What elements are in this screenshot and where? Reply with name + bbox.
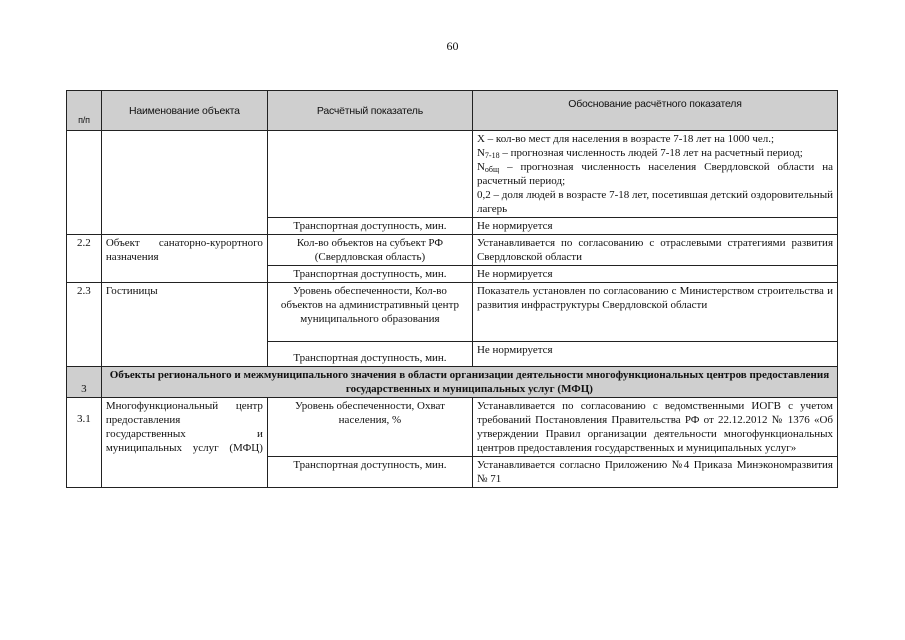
header-basis: Обоснование расчётного показателя xyxy=(472,91,837,131)
basis: Устанавливается по согласованию с ведомственными ИОГВ с учетом требований Постановления Правительства РФ от 22.12.2012 № 1376 «Об утверждении Правил организации деятельности многофункциональных центров предоставления государственных и муниципальных услуг» xyxy=(472,398,837,457)
transport-basis: Не нормируется xyxy=(472,266,837,283)
table-row xyxy=(67,235,838,266)
basis-line-nobsch: $N_{общ}$ – прогнозная численность населения Свердловской области на расчетный период; xyxy=(476,161,833,187)
cont-name-cell xyxy=(101,131,267,235)
row-num: 3.1 xyxy=(67,398,102,488)
table-header-row xyxy=(67,91,838,131)
transport-indicator: Транспортная доступность, мин. xyxy=(267,342,472,367)
object-name: Объект санаторно-курортного назначения xyxy=(101,235,267,283)
section-title: Объекты регионального и межмуниципального значения в области организации деятельности многофункциональных центров предоставления государственных и муниципальных услуг (МФЦ) xyxy=(101,367,837,398)
indicator: Уровень обеспеченности, Кол-во объектов на административный центр муниципального образования xyxy=(267,283,472,342)
transport-basis: Не нормируется xyxy=(472,218,837,235)
header-num: п/п xyxy=(67,91,102,131)
transport-indicator: Транспортная доступность, мин. xyxy=(267,266,472,283)
basis-line: Х – кол-во мест для населения в возрасте 7-18 лет на 1000 чел.; xyxy=(476,133,775,145)
table-row xyxy=(67,131,838,218)
transport-basis: Не нормируется xyxy=(472,342,837,367)
transport-basis: Устанавливается согласно Приложению №4 Приказа Минэкономразвития № 71 xyxy=(472,457,837,488)
header-indicator: Расчётный показатель xyxy=(267,91,472,131)
page-number: 60 xyxy=(446,39,459,53)
transport-indicator: Транспортная доступность, мин. xyxy=(267,457,472,488)
row-num: 2.2 xyxy=(67,235,102,283)
object-name: Гостиницы xyxy=(101,283,267,367)
row-num: 2.3 xyxy=(67,283,102,367)
cont-num-cell xyxy=(67,131,102,235)
basis: Показатель установлен по согласованию с Министерством строительства и развития инфраструктуры Свердловской области xyxy=(472,283,837,342)
header-name: Наименование объекта xyxy=(101,91,267,131)
table-row xyxy=(67,398,838,457)
section-num: 3 xyxy=(67,367,102,398)
basis-line-n718: $N_{7-18}$ – прогнозная численность людей 7-18 лет на расчетный период; xyxy=(476,147,803,160)
cont-basis-cell xyxy=(472,131,837,218)
object-name: Многофункциональный центр предоставления государственных и муниципальных услуг (МФЦ) xyxy=(101,398,267,488)
table-row xyxy=(67,283,838,342)
cont-indicator-cell xyxy=(267,131,472,218)
basis: Устанавливается по согласованию с отраслевыми стратегиями развития Свердловской области xyxy=(472,235,837,266)
standards-table xyxy=(66,90,838,488)
indicator: Уровень обеспеченности, Охват населения, % xyxy=(267,398,472,457)
basis-line: 0,2 – доля людей в возрасте 7-18 лет, посетившая детский оздоровительный лагерь xyxy=(476,189,833,215)
section-row xyxy=(67,367,838,398)
transport-indicator: Транспортная доступность, мин. xyxy=(267,218,472,235)
indicator: Кол-во объектов на субъект РФ (Свердловская область) xyxy=(267,235,472,266)
